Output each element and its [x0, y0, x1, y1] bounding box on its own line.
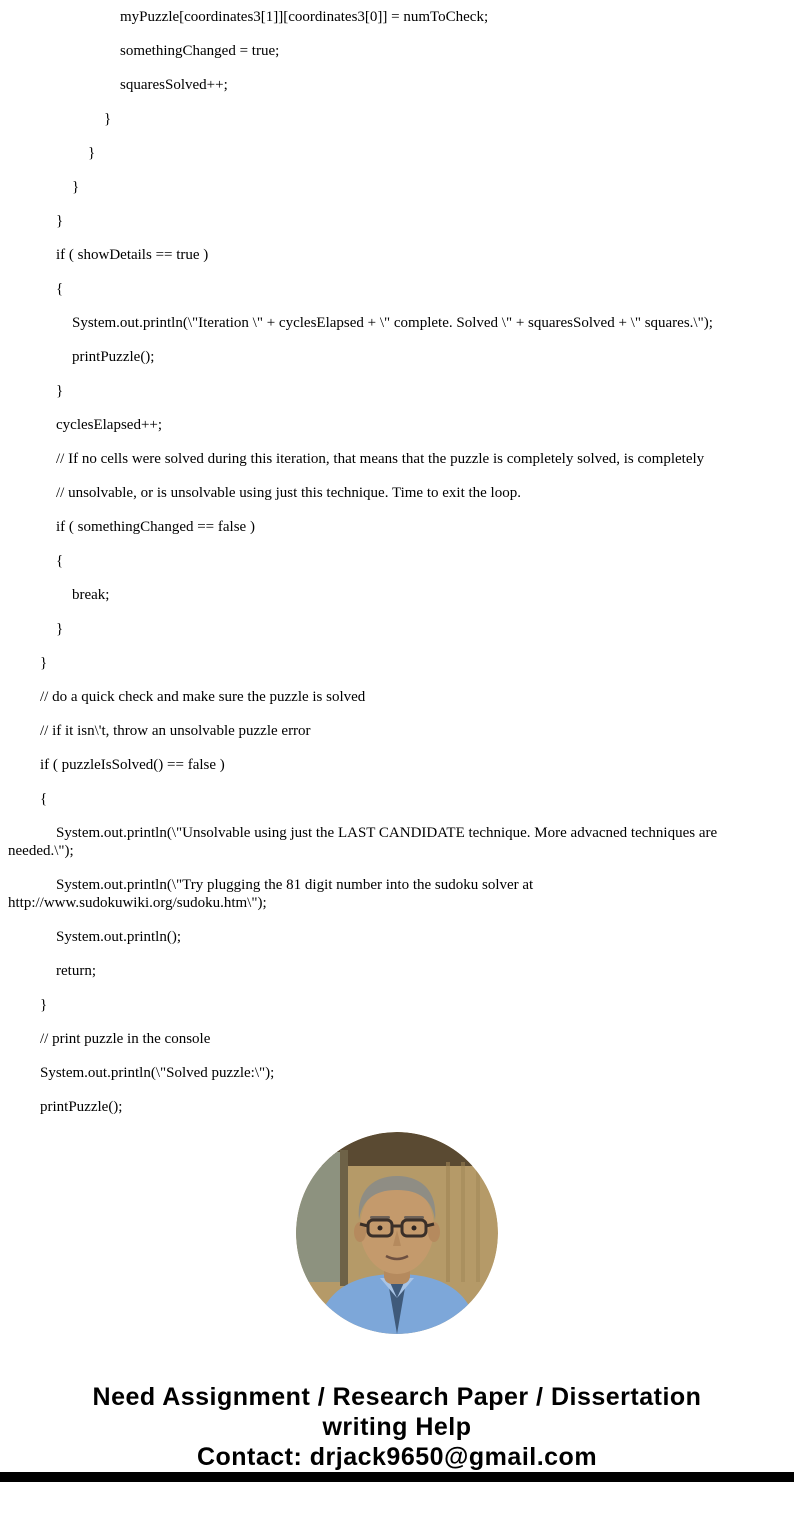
- code-line: cyclesElapsed++;: [56, 417, 163, 433]
- code-line: System.out.println(\"Try plugging the 81 digit number into the sudoku solver at http://www.sudokuwiki.org/sudoku.htm\");: [8, 877, 537, 911]
- code-line: // unsolvable, or is unsolvable using just this technique. Time to exit the loop.: [56, 485, 521, 501]
- code-line: }: [40, 997, 48, 1013]
- avatar-container: [0, 1132, 794, 1334]
- code-line: {: [56, 281, 64, 297]
- code-line: }: [56, 383, 64, 399]
- promo-footer: [0, 1382, 794, 1472]
- contact-email[interactable]: Contact: drjack9650@gmail.com: [196, 1443, 598, 1471]
- bottom-bar: [0, 1472, 794, 1482]
- code-line: // if it isn\'t, throw an unsolvable puzzle error: [40, 723, 311, 739]
- code-line: if ( puzzleIsSolved() == false ): [40, 757, 225, 773]
- promo-heading-line2: writing Help: [322, 1413, 472, 1441]
- code-line: }: [88, 145, 96, 161]
- code-line: System.out.println(\"Unsolvable using just the LAST CANDIDATE technique. More advacned techniques are needed.\");: [8, 825, 721, 859]
- code-line: // print puzzle in the console: [40, 1031, 211, 1047]
- avatar: [296, 1132, 498, 1334]
- code-line: }: [56, 621, 64, 637]
- promo-heading-line1: Need Assignment / Research Paper / Dissertation: [92, 1383, 702, 1411]
- code-line: System.out.println(\"Iteration \" + cyclesElapsed + \" complete. Solved \" + squaresSolved + \" squares.\");: [72, 315, 713, 331]
- code-line: System.out.println();: [56, 929, 181, 945]
- code-line: if ( somethingChanged == false ): [56, 519, 255, 535]
- code-line: break;: [72, 587, 110, 603]
- code-line: // If no cells were solved during this iteration, that means that the puzzle is completely solved, is completely: [56, 451, 705, 467]
- code-line: somethingChanged = true;: [120, 43, 280, 59]
- code-line: printPuzzle();: [40, 1099, 123, 1115]
- code-line: if ( showDetails == true ): [56, 247, 209, 263]
- code-line: myPuzzle[coordinates3[1]][coordinates3[0]] = numToCheck;: [120, 9, 489, 25]
- code-line: printPuzzle();: [72, 349, 155, 365]
- code-line: // do a quick check and make sure the puzzle is solved: [40, 689, 366, 705]
- code-line: System.out.println(\"Solved puzzle:\");: [40, 1065, 275, 1081]
- code-line: }: [104, 111, 112, 127]
- code-line: return;: [56, 963, 96, 979]
- code-line: squaresSolved++;: [120, 77, 228, 93]
- code-line: {: [56, 553, 64, 569]
- code-line: }: [40, 655, 48, 671]
- code-line: }: [56, 213, 64, 229]
- code-line: {: [40, 791, 48, 807]
- code-line: }: [72, 179, 80, 195]
